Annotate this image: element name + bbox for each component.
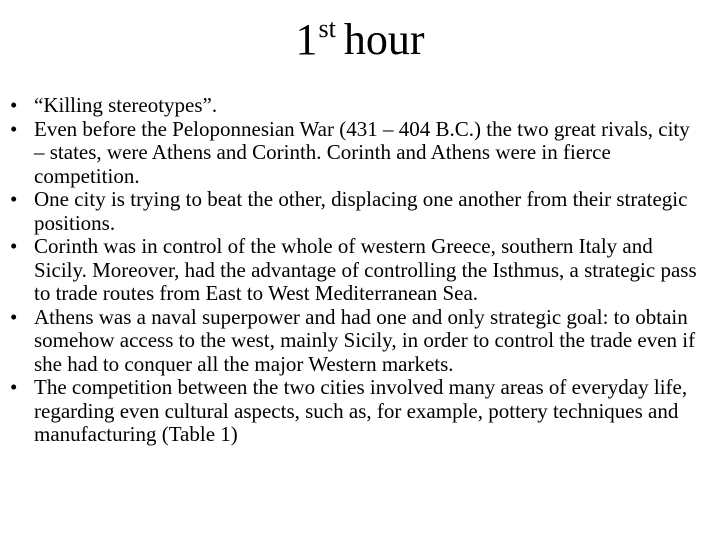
title-number: 1 [295,15,318,64]
bullet-icon: • [10,234,18,258]
title-superscript: st [318,14,336,43]
bullet-icon: • [10,116,18,141]
slide-title [0,14,720,72]
bullet-item [0,306,700,377]
bullet-icon: • [10,93,18,117]
bullet-icon: • [10,375,18,399]
bullet-text: One city is trying to beat the other, displacing one another from their strategic positions. [34,187,688,235]
bullet-text: Corinth was in control of the whole of western Greece, southern Italy and Sicily. Moreover, had the advantage of controlling the Isthmus, a strategic pass to trade routes from East to West Mediterranean Sea. [34,234,697,305]
bullet-item [0,376,700,447]
bullet-item [0,94,700,118]
bullet-text: The competition between the two cities involved many areas of everyday life, regarding even cultural aspects, such as, for example, pottery techniques and manufacturing (Table 1) [34,375,688,446]
bullet-icon: • [10,304,18,329]
bullet-item [0,188,700,235]
bullet-item [0,235,700,306]
bullet-icon: • [10,187,18,211]
bullet-text: “Killing stereotypes”. [34,93,218,117]
title-word: hour [343,15,425,64]
bullet-text: Athens was a naval superpower and had one and only strategic goal: to obtain somehow access to the west, mainly Sicily, in order to control the trade even if she had to conquer all the major Western markets. [34,304,696,376]
bullet-text: Even before the Peloponnesian War (431 – 404 B.C.) the two great rivals, city – states, were Athens and Corinth. Corinth and Athens were in fierce competition. [34,116,690,188]
bullet-item [0,118,700,189]
bullet-list [0,94,700,447]
